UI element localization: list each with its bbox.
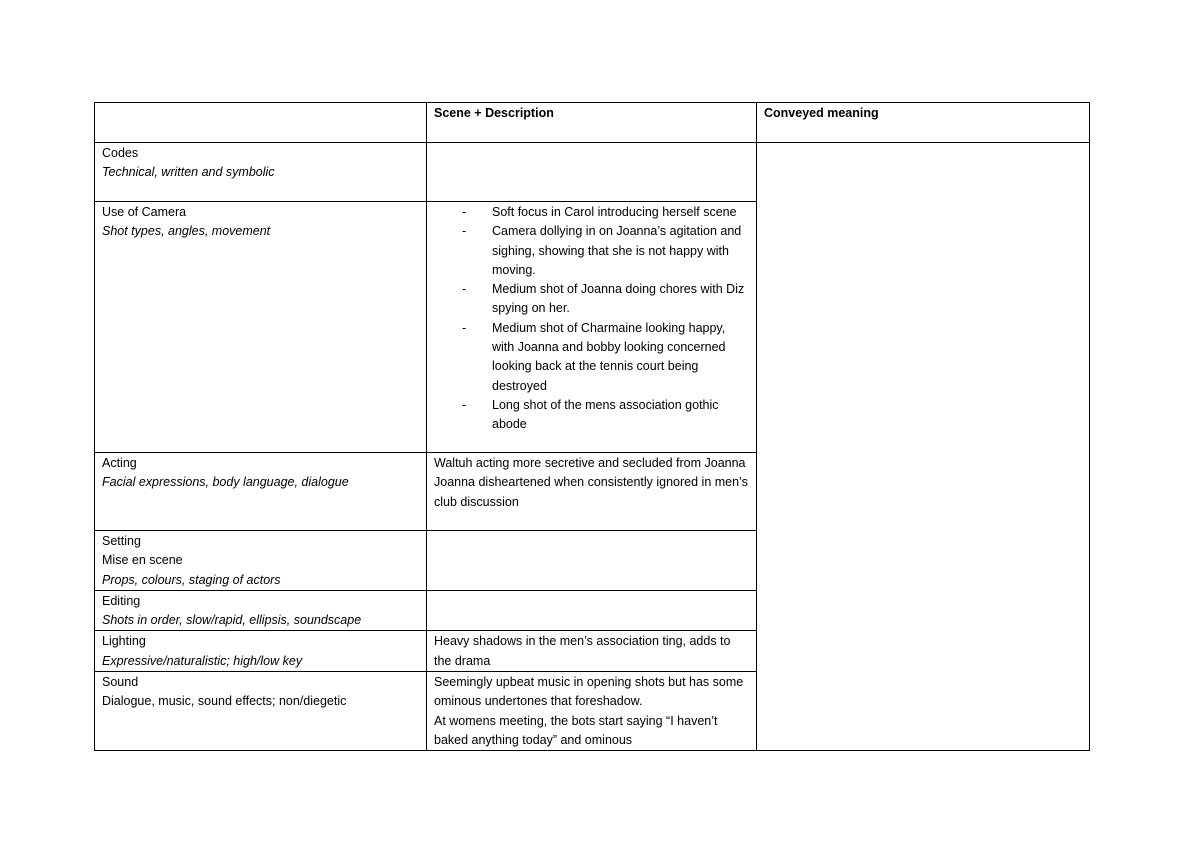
camera-sublabel: Shot types, angles, movement bbox=[102, 224, 271, 239]
camera-label-cell bbox=[95, 202, 427, 453]
acting-sublabel: Facial expressions, body language, dialogue bbox=[102, 475, 349, 490]
codes-description-cell bbox=[427, 143, 757, 202]
lighting-sublabel: Expressive/naturalistic; high/low key bbox=[102, 653, 303, 668]
lighting-description-cell bbox=[427, 631, 757, 672]
header-cell-empty bbox=[95, 103, 427, 143]
sound-sublabel: Dialogue, music, sound effects; non/diegetic bbox=[102, 694, 347, 709]
list-item: - Camera dollying in on Joanna’s agitation and sighing, showing that she is not happy with moving. bbox=[462, 222, 749, 280]
sound-description-cell bbox=[427, 672, 757, 751]
acting-description-line: Waltuh acting more secretive and secluded from Joanna bbox=[434, 456, 746, 470]
lighting-description-line: Heavy shadows in the men’s association ting, adds to the drama bbox=[434, 634, 731, 668]
list-item: - Medium shot of Charmaine looking happy, with Joanna and bobby looking concerned looking back at the tennis court being destroyed bbox=[462, 319, 749, 396]
setting-label-cell bbox=[95, 531, 427, 591]
lighting-label: Lighting bbox=[102, 634, 146, 649]
acting-label-cell bbox=[95, 453, 427, 531]
setting-label: Setting bbox=[102, 534, 141, 548]
editing-label: Editing bbox=[102, 593, 141, 608]
editing-label-cell bbox=[95, 590, 427, 631]
codes-label: Codes bbox=[102, 146, 139, 160]
codes-sublabel: Technical, written and symbolic bbox=[102, 165, 275, 180]
camera-label: Use of Camera bbox=[102, 205, 187, 219]
analysis-table bbox=[94, 102, 1090, 751]
lighting-label-cell bbox=[95, 631, 427, 672]
conveyed-meaning-cell bbox=[757, 143, 1090, 751]
editing-sublabel: Shots in order, slow/rapid, ellipsis, soundscape bbox=[102, 613, 362, 628]
list-item: - Medium shot of Joanna doing chores with Diz spying on her. bbox=[462, 280, 749, 319]
header-conveyed-meaning: Conveyed meaning bbox=[757, 103, 1090, 143]
camera-description-cell bbox=[427, 202, 757, 453]
sound-label-cell bbox=[95, 672, 427, 751]
list-item: - Soft focus in Carol introducing herself scene bbox=[462, 203, 749, 222]
editing-description-cell bbox=[427, 590, 757, 631]
table-row-codes bbox=[95, 143, 1090, 202]
camera-bullet-list bbox=[434, 203, 749, 435]
header-scene-description: Scene + Description bbox=[427, 103, 757, 143]
table-header-row bbox=[95, 103, 1090, 143]
acting-description-line: Joanna disheartened when consistently ignored in men’s club discussion bbox=[434, 475, 748, 509]
sound-description-line: At womens meeting, the bots start saying “I haven’t baked anything today” and ominous bbox=[434, 713, 718, 747]
list-item: - Long shot of the mens association gothic abode bbox=[462, 396, 749, 435]
setting-sublabel: Props, colours, staging of actors bbox=[102, 572, 281, 587]
sound-label: Sound bbox=[102, 675, 139, 690]
setting-description-cell bbox=[427, 531, 757, 591]
acting-description-cell bbox=[427, 453, 757, 531]
acting-label: Acting bbox=[102, 456, 137, 470]
setting-label-2: Mise en scene bbox=[102, 553, 183, 568]
codes-label-cell bbox=[95, 143, 427, 202]
sound-description-line: Seemingly upbeat music in opening shots but has some ominous undertones that foreshadow. bbox=[434, 675, 744, 709]
